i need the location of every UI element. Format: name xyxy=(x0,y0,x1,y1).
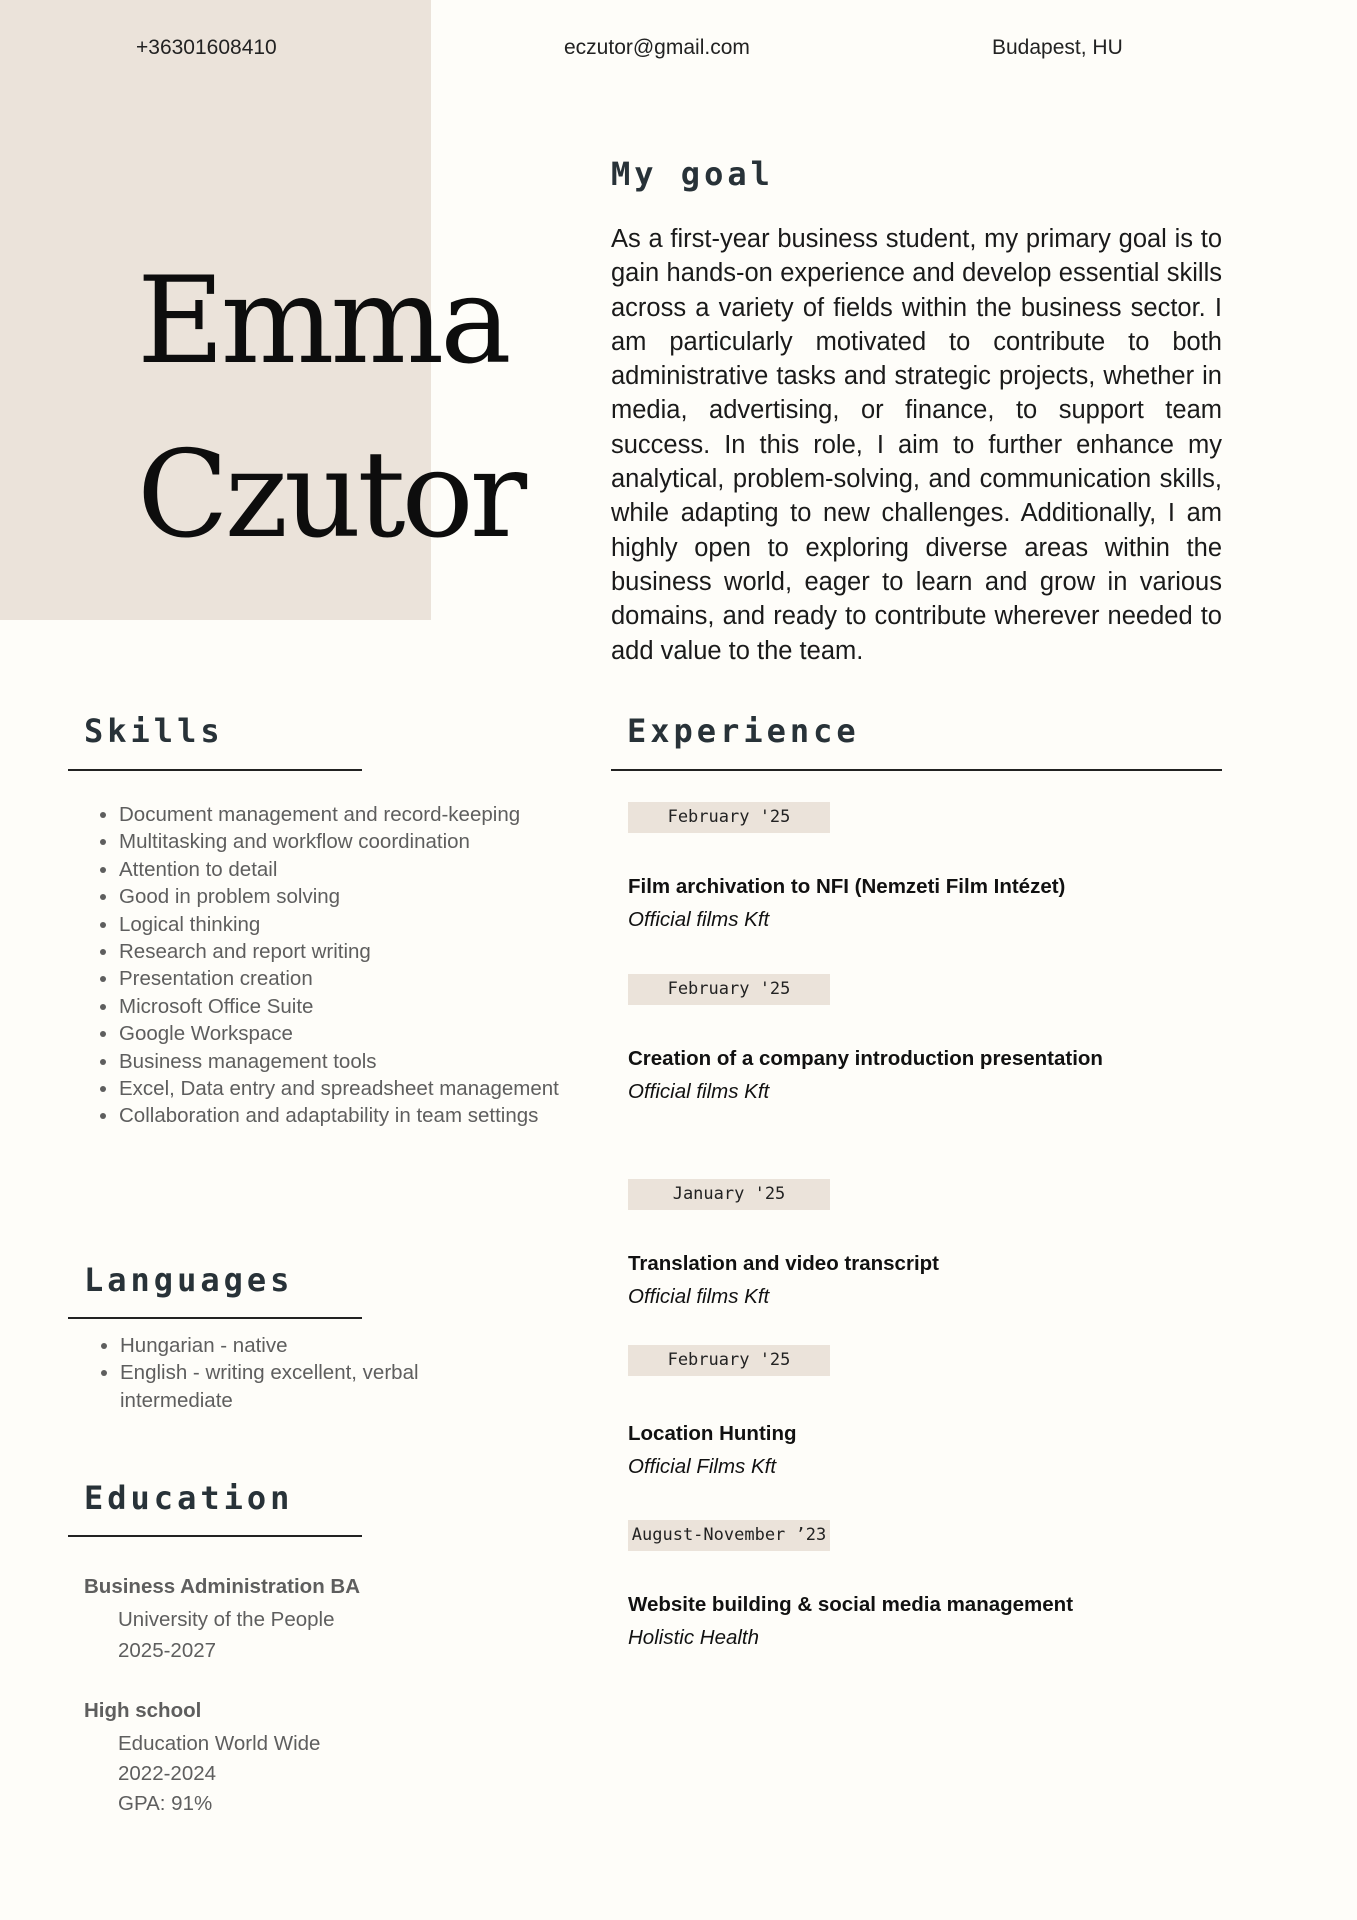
skills-divider xyxy=(68,769,362,771)
skill-item: • Presentation creation xyxy=(119,965,559,992)
goal-heading: My goal xyxy=(611,155,774,193)
education-years: 2025-2027 xyxy=(118,1639,217,1662)
skill-item: • Document management and record-keeping xyxy=(119,801,559,828)
skill-item: • Google Workspace xyxy=(119,1020,559,1047)
skill-item: • Good in problem solving xyxy=(119,883,559,910)
education-gpa: GPA: 91% xyxy=(118,1792,213,1815)
skill-item: • Attention to detail xyxy=(119,856,559,883)
experience-title: Translation and video transcript xyxy=(628,1252,939,1275)
experience-heading: Experience xyxy=(627,712,860,750)
experience-company: Official films Kft xyxy=(628,908,770,931)
contact-email: eczutor@gmail.com xyxy=(564,36,750,59)
languages-list xyxy=(70,1332,440,1414)
education-school: University of the People xyxy=(118,1608,335,1631)
skill-item: • Microsoft Office Suite xyxy=(119,993,559,1020)
experience-title: Film archivation to NFI (Nemzeti Film Intézet) xyxy=(628,875,1066,898)
skill-item: • Multitasking and workflow coordination xyxy=(119,828,559,855)
last-name: Czutor xyxy=(137,426,524,565)
goal-text: As a first-year business student, my primary goal is to gain hands-on experience and develop essential skills across a variety of fields within the business sector. I am particularly motivated to contribute to both administrative tasks and strategic projects, whether in media, advertising, or finance, to support team success. In this role, I aim to further enhance my analytical, problem-solving, and communication skills, while adapting to new challenges. Additionally, I am highly open to exploring diverse areas within the business world, eager to learn and grow in various domains, and ready to contribute wherever needed to add value to the team. xyxy=(611,225,1222,665)
experience-title: Location Hunting xyxy=(628,1422,797,1445)
experience-company: Official films Kft xyxy=(628,1080,770,1103)
first-name: Emma xyxy=(137,252,508,391)
skill-item: • Excel, Data entry and spreadsheet management xyxy=(119,1075,559,1102)
education-heading: Education xyxy=(84,1479,294,1517)
experience-date-badge: February '25 xyxy=(628,802,830,833)
skills-heading: Skills xyxy=(84,712,224,750)
contact-location: Budapest, HU xyxy=(992,36,1123,59)
experience-divider xyxy=(611,769,1222,771)
education-school: Education World Wide xyxy=(118,1732,321,1755)
languages-divider xyxy=(68,1317,362,1319)
education-degree: High school xyxy=(84,1699,202,1722)
experience-date-badge: February '25 xyxy=(628,974,830,1005)
skill-item: • Logical thinking xyxy=(119,911,559,938)
skill-item: • Research and report writing xyxy=(119,938,559,965)
language-item: • English - writing excellent, verbal intermediate xyxy=(120,1359,440,1414)
contact-phone: +36301608410 xyxy=(136,36,277,59)
experience-company: Holistic Health xyxy=(628,1626,760,1649)
skill-item: • Collaboration and adaptability in team settings xyxy=(119,1102,559,1129)
experience-company: Official Films Kft xyxy=(628,1455,777,1478)
experience-date-badge: January '25 xyxy=(628,1179,830,1210)
languages-heading: Languages xyxy=(84,1261,294,1299)
education-divider xyxy=(68,1535,362,1537)
experience-title: Creation of a company introduction presentation xyxy=(628,1047,1103,1070)
skills-list xyxy=(69,801,559,1130)
experience-date-badge: August-November ’23 xyxy=(628,1520,830,1551)
education-degree: Business Administration BA xyxy=(84,1575,361,1598)
experience-date-badge: February '25 xyxy=(628,1345,830,1376)
skill-item: • Business management tools xyxy=(119,1048,559,1075)
education-years: 2022-2024 xyxy=(118,1762,217,1785)
experience-company: Official films Kft xyxy=(628,1285,770,1308)
experience-title: Website building & social media management xyxy=(628,1593,1074,1616)
language-item: • Hungarian - native xyxy=(120,1332,440,1359)
